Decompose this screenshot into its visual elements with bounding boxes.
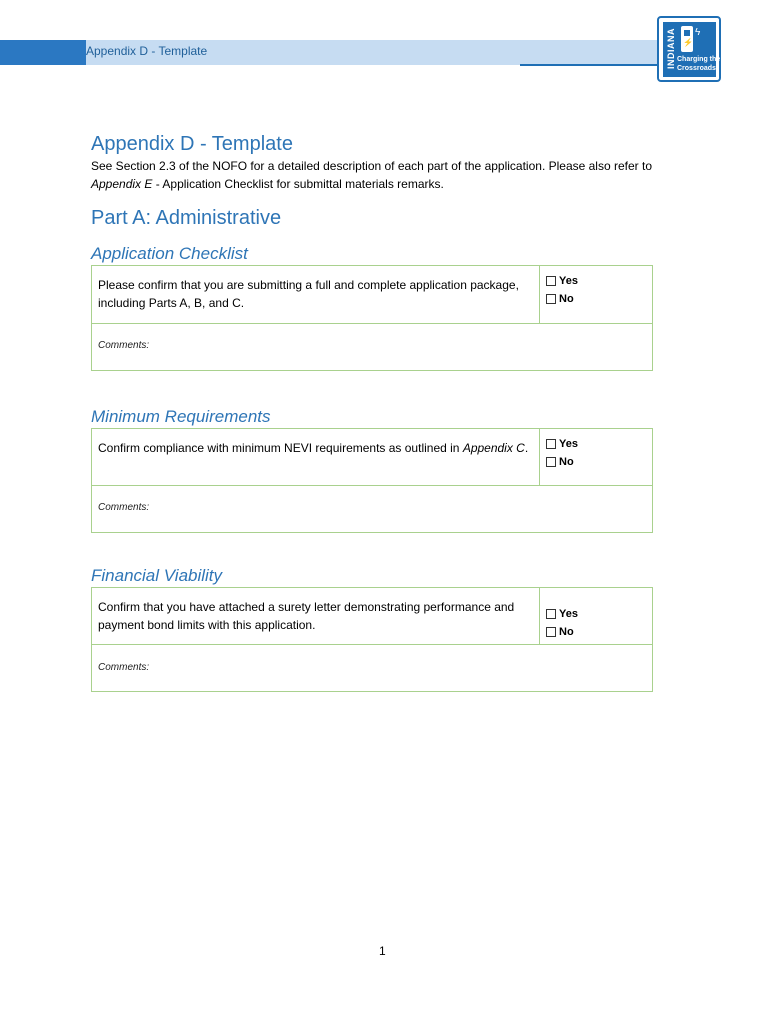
- plug-icon: ϟ: [695, 27, 701, 38]
- page-title: Appendix D - Template: [91, 133, 293, 155]
- checkbox-icon[interactable]: [546, 439, 556, 449]
- logo-tagline-1: Charging the: [677, 56, 721, 63]
- no-label: No: [559, 626, 574, 638]
- logo-panel: [663, 22, 721, 77]
- charger-screen-icon: [684, 30, 690, 36]
- checkbox-icon[interactable]: [546, 627, 556, 637]
- logo-state-text: INDIANA: [666, 28, 676, 69]
- financial-viability-box: [91, 587, 653, 692]
- intro-paragraph: [91, 157, 691, 193]
- section-heading-financial-viability: Financial Viability: [91, 566, 223, 585]
- section-heading-minimum-requirements: Minimum Requirements: [91, 407, 271, 426]
- application-checklist-box: [91, 265, 653, 371]
- question-cell: [92, 266, 540, 324]
- bolt-icon: ⚡: [683, 38, 693, 47]
- part-heading: Part A: Administrative: [91, 207, 282, 229]
- yes-option[interactable]: [546, 435, 646, 453]
- no-option[interactable]: [546, 623, 646, 641]
- question-end: .: [524, 441, 529, 455]
- yes-option[interactable]: [546, 605, 646, 623]
- question-cell: [92, 429, 540, 486]
- no-label: No: [559, 293, 574, 305]
- checkbox-icon[interactable]: [546, 294, 556, 304]
- yes-label: Yes: [559, 275, 578, 287]
- header-accent: [0, 40, 86, 65]
- no-option[interactable]: [546, 453, 646, 471]
- checkbox-icon[interactable]: [546, 276, 556, 286]
- checkbox-icon[interactable]: [546, 457, 556, 467]
- options-cell: [540, 429, 652, 486]
- yes-label: Yes: [559, 608, 578, 620]
- no-option[interactable]: [546, 290, 646, 308]
- comments-field[interactable]: Comments:: [98, 662, 150, 673]
- question-text: Confirm that you have attached a surety letter demonstrating performance and payment bond limits with this application.: [98, 600, 515, 632]
- question-reference: Appendix C: [462, 441, 525, 455]
- yes-label: Yes: [559, 438, 578, 450]
- intro-reference: Appendix E: [91, 177, 153, 191]
- section-heading-application-checklist: Application Checklist: [91, 244, 248, 263]
- no-label: No: [559, 456, 574, 468]
- page-number: 1: [379, 944, 386, 958]
- question-text: Confirm compliance with minimum NEVI requirements as outlined in: [98, 441, 463, 455]
- logo-tagline-2: Crossroads: [677, 65, 716, 72]
- question-text: Please confirm that you are submitting a full and complete application package, including Parts A, B, and C.: [98, 278, 519, 310]
- options-cell: [540, 266, 652, 324]
- header-title: Appendix D - Template: [86, 44, 208, 58]
- indiana-logo: [657, 16, 721, 82]
- checkbox-icon[interactable]: [546, 609, 556, 619]
- yes-option[interactable]: [546, 272, 646, 290]
- comments-field[interactable]: Comments:: [98, 502, 150, 513]
- intro-text-2: - Application Checklist for submittal materials remarks.: [152, 177, 444, 191]
- minimum-requirements-box: [91, 428, 653, 533]
- comments-field[interactable]: Comments:: [98, 340, 150, 351]
- question-cell: [92, 588, 540, 645]
- options-cell: [540, 588, 652, 645]
- intro-text-1: See Section 2.3 of the NOFO for a detailed description of each part of the application. Please also refer to: [91, 159, 652, 173]
